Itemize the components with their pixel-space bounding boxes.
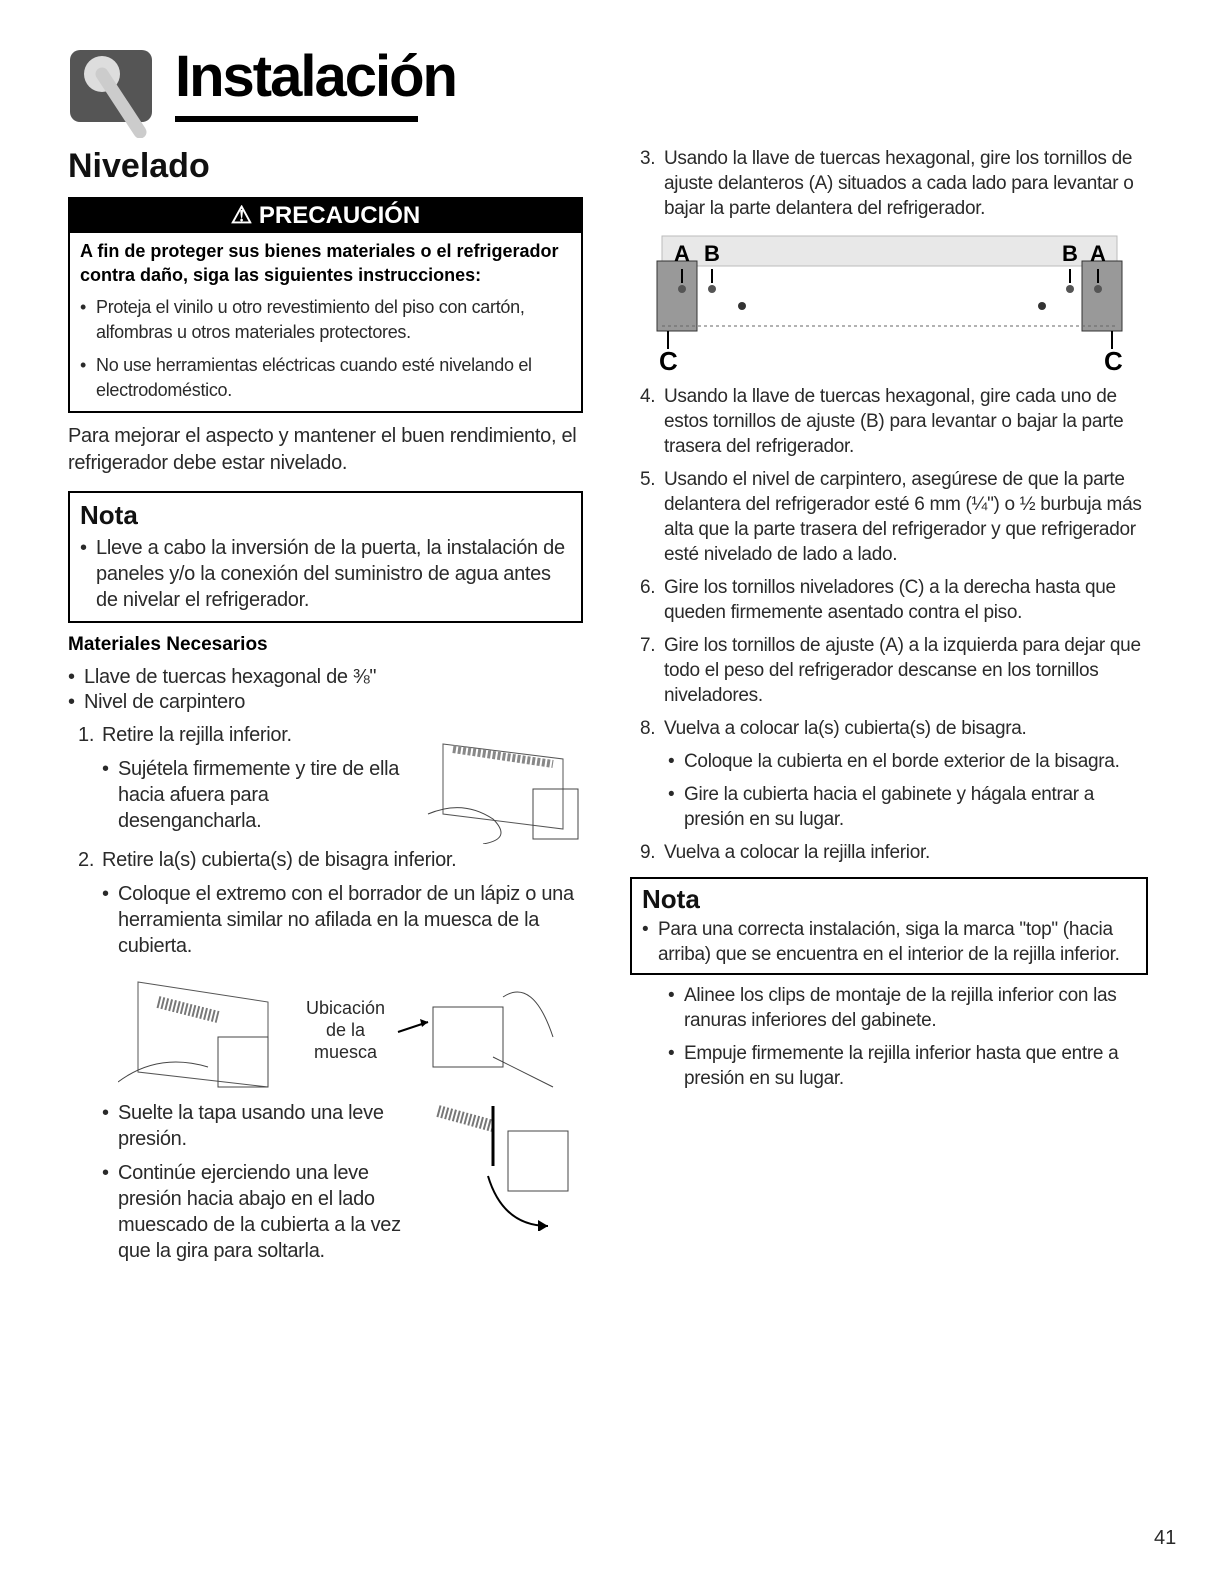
label-c: C <box>1104 346 1123 376</box>
note-bullet: • Lleve a cabo la inversión de la puerta, la instalación de paneles y/o la conexión del suministro de agua antes de nivelar el refrigerador. <box>80 535 571 613</box>
note-bullet: • Para una correcta instalación, siga la marca "top" (hacia arriba) que se encuentra en el interior de la rejilla inferior. <box>642 917 1136 967</box>
page-title: Instalación <box>175 44 456 109</box>
release-bullet: • Continúe ejerciendo una leve presión hacia abajo en el lado muescado de la cubierta a la vez que la gira para soltarla. <box>102 1160 583 1264</box>
label-b: B <box>704 241 720 266</box>
step-text: Retire la(s) cubierta(s) de bisagra inferior. <box>102 849 457 871</box>
caution-box <box>68 197 583 413</box>
caution-header <box>70 199 581 233</box>
step-1 <box>78 723 583 748</box>
wrench-icon <box>68 48 158 138</box>
label-c: C <box>659 346 678 376</box>
step-text: Gire los tornillos niveladores (C) a la derecha hasta que queden firmemente asentado contra el piso. <box>664 577 1116 623</box>
label-a: A <box>674 241 690 266</box>
leveling-screws-diagram <box>652 231 1132 376</box>
step-5 <box>640 467 1148 567</box>
step-number: 8. <box>640 718 656 739</box>
step-text: Vuelva a colocar la(s) cubierta(s) de bisagra. <box>664 718 1027 739</box>
intro-paragraph: Para mejorar el aspecto y mantener el buen rendimiento, el refrigerador debe estar nivelado. <box>68 425 577 474</box>
notch-label-line: de la <box>325 1019 366 1040</box>
step-number: 2. <box>78 849 95 871</box>
step-text: Retire la rejilla inferior. <box>102 724 292 746</box>
step-9 <box>640 840 1148 865</box>
label-b: B <box>1062 241 1078 266</box>
final-bullet: • Empuje firmemente la rejilla inferior hasta que entre a presión en su lugar. <box>668 1041 1148 1091</box>
step-text: Usando el nivel de carpintero, asegúrese de que la parte delantera del refrigerador esté 6 mm (¼") o ½ burbuja más alta que la parte trasera del refrigerador y que refrigerador esté nivelado de lado a lado. <box>664 469 1142 565</box>
hinge-cover-closeup-illustration <box>393 967 558 1092</box>
step-bullet: • Gire la cubierta hacia el gabinete y hágala entrar a presión en su lugar. <box>668 782 1148 832</box>
section-title: Nivelado <box>68 147 210 185</box>
step-number: 9. <box>640 842 656 863</box>
title-underline <box>175 116 418 122</box>
note-title: Nota <box>642 884 700 914</box>
hinge-cover-illustration <box>118 967 298 1092</box>
release-bullet: • Suelte la tapa usando una leve presión. <box>102 1100 583 1152</box>
step-3 <box>640 146 1148 221</box>
page-number: 41 <box>1154 1527 1177 1549</box>
step-bullet: • Sujétela firmemente y tire de ella hacia afuera para desengancharla. <box>102 756 583 834</box>
note-box <box>68 491 583 623</box>
warning-icon: ⚠ <box>230 202 259 229</box>
step-text: Vuelva a colocar la rejilla inferior. <box>664 842 930 863</box>
left-column <box>68 145 583 1264</box>
step-number: 6. <box>640 577 656 598</box>
notch-label-line: muesca <box>313 1041 378 1062</box>
caution-bullet: • Proteja el vinilo u otro revestimiento del piso con cartón, alfombras u otros materiales protectores. <box>80 295 571 345</box>
step-bullet: • Coloque el extremo con el borrador de un lápiz o una herramienta similar no afilada en la muesca de la cubierta. <box>102 881 583 959</box>
materials-title: Materiales Necesarios <box>68 634 268 655</box>
step-2 <box>78 848 583 873</box>
notch-illustration-row <box>118 967 583 1092</box>
label-a: A <box>1090 241 1106 266</box>
step-text: Gire los tornillos de ajuste (A) a la izquierda para dejar que todo el peso del refrigerador descanse en los tornillos niveladores. <box>664 635 1141 706</box>
step-8 <box>640 716 1148 741</box>
caution-intro: A fin de proteger sus bienes materiales o el refrigerador contra daño, siga las siguientes instrucciones: <box>80 241 559 285</box>
step-number: 7. <box>640 635 656 656</box>
step-text: Usando la llave de tuercas hexagonal, gire cada uno de estos tornillos de ajuste (B) para levantar o bajar la parte trasera del refrigerador. <box>664 386 1124 457</box>
materials-item: • Nivel de carpintero <box>68 690 583 715</box>
caution-label: PRECAUCIÓN <box>258 202 421 229</box>
step-number: 1. <box>78 724 95 746</box>
step-number: 4. <box>640 386 656 407</box>
note-box <box>630 877 1148 975</box>
final-bullet: • Alinee los clips de montaje de la rejilla inferior con las ranuras inferiores del gabinete. <box>668 983 1148 1033</box>
step-bullet: • Coloque la cubierta en el borde exterior de la bisagra. <box>668 749 1148 774</box>
right-column <box>630 146 1148 1091</box>
step-4 <box>640 384 1148 459</box>
notch-location-label <box>298 997 393 1063</box>
materials-item: • Llave de tuercas hexagonal de ⅜" <box>68 665 583 690</box>
notch-label-line: Ubicación <box>305 997 386 1018</box>
note-title: Nota <box>80 500 138 530</box>
caution-bullet: • No use herramientas eléctricas cuando esté nivelando el electrodoméstico. <box>80 353 571 403</box>
step-6 <box>640 575 1148 625</box>
step-text: Usando la llave de tuercas hexagonal, gire los tornillos de ajuste delanteros (A) situados a cada lado para levantar o bajar la parte delantera del refrigerador. <box>664 148 1134 219</box>
step-number: 5. <box>640 469 656 490</box>
step-7 <box>640 633 1148 708</box>
step-number: 3. <box>640 148 656 169</box>
leveling-screws-drawing <box>652 231 1132 376</box>
